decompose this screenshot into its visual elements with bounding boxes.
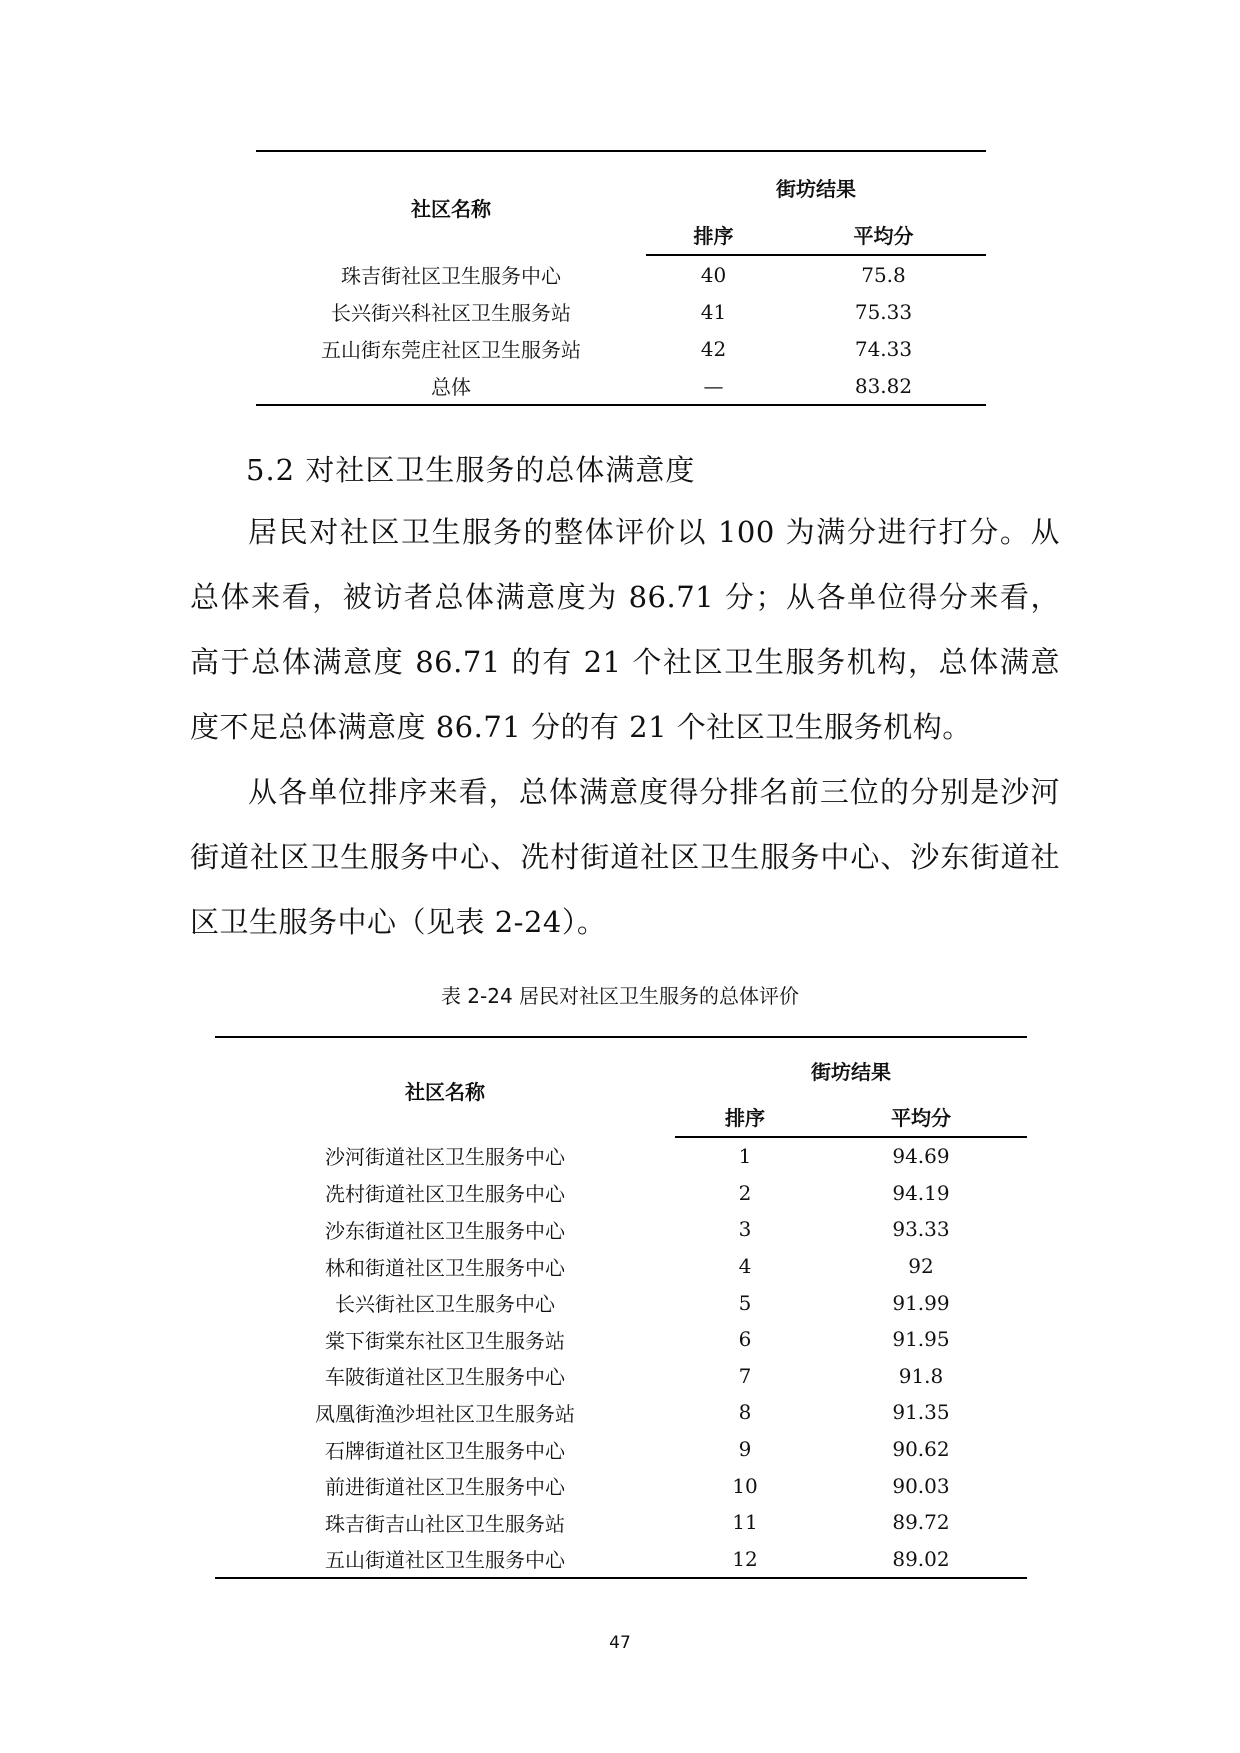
cell-average-score: 83.82 — [781, 367, 986, 405]
header-average: 平均分 — [815, 1096, 1027, 1137]
cell-rank: — — [646, 367, 781, 405]
paragraph-1: 居民对社区卫生服务的整体评价以 100 为满分进行打分。从总体来看，被访者总体满意度为 86.71 分；从各单位得分来看，高于总体满意度 86.71 的有 21 个社区卫生服务机构，总体满意度不足总体满意度 86.71 分的有 21 个社区卫生服务机构。 — [190, 515, 1060, 744]
cell-rank: 1 — [738, 1144, 752, 1169]
cell-community-name: 五山街道社区卫生服务中心 — [215, 1541, 675, 1579]
cell-community-name: 林和街道社区卫生服务中心 — [325, 1255, 565, 1280]
cell-community-name: 棠下街棠东社区卫生服务站 — [325, 1328, 565, 1353]
cell-community-name: 珠吉街社区卫生服务中心 — [341, 263, 561, 288]
table-caption: 表 2-24 居民对社区卫生服务的总体评价 — [440, 984, 800, 1008]
overall-evaluation-table — [215, 1036, 1027, 1579]
cell-community-name: 长兴街社区卫生服务中心 — [335, 1292, 555, 1317]
cell-community-name: 冼村街道社区卫生服务中心 — [325, 1182, 565, 1207]
cell-rank: 4 — [738, 1254, 752, 1279]
cell-community-name: 沙河街道社区卫生服务中心 — [325, 1145, 565, 1170]
table-row — [256, 367, 986, 405]
cell-average-score: 91.35 — [892, 1400, 950, 1425]
header-rank: 排序 — [675, 1096, 815, 1137]
cell-community-name: 车陂街道社区卫生服务中心 — [325, 1365, 565, 1390]
table-row — [215, 1504, 1027, 1541]
header-community-name: 社区名称 — [215, 1037, 675, 1137]
header-community-name: 社区名称 — [256, 151, 646, 255]
table-row — [215, 1321, 1027, 1358]
table-row — [256, 255, 986, 293]
cell-rank: 3 — [738, 1217, 752, 1242]
table-row — [215, 1211, 1027, 1248]
cell-rank: 42 — [700, 336, 727, 361]
section-heading: 5.2 对社区卫生服务的总体满意度 — [246, 453, 696, 487]
cell-community-name: 总体 — [256, 367, 646, 405]
cell-average-score: 90.03 — [892, 1473, 950, 1498]
header-average: 平均分 — [781, 214, 986, 255]
cell-community-name: 珠吉街吉山社区卫生服务站 — [325, 1511, 565, 1536]
cell-rank: 9 — [738, 1437, 752, 1462]
cell-average-score: 90.62 — [892, 1437, 950, 1462]
cell-rank: 5 — [738, 1290, 752, 1315]
table-row — [215, 1431, 1027, 1468]
cell-rank: 7 — [738, 1363, 752, 1388]
header-rank: 排序 — [646, 214, 781, 255]
cell-rank: 12 — [675, 1541, 815, 1579]
cell-community-name: 石牌街道社区卫生服务中心 — [325, 1438, 565, 1463]
table-row — [256, 330, 986, 367]
cell-community-name: 前进街道社区卫生服务中心 — [325, 1475, 565, 1500]
header-group-result: 街坊结果 — [675, 1037, 1027, 1096]
cell-average-score: 93.33 — [892, 1217, 950, 1242]
cell-average-score: 91.99 — [892, 1290, 950, 1315]
paragraph-2: 从各单位排序来看，总体满意度得分排名前三位的分别是沙河街道社区卫生服务中心、冼村街道社区卫生服务中心、沙东街道社区卫生服务中心（见表 2-24）。 — [190, 775, 1060, 939]
table-row — [215, 1541, 1027, 1579]
cell-community-name: 沙东街道社区卫生服务中心 — [325, 1218, 565, 1243]
cell-rank: 11 — [732, 1510, 758, 1535]
table-row — [215, 1284, 1027, 1321]
ranking-table-continued — [256, 150, 986, 406]
cell-rank: 10 — [732, 1473, 758, 1498]
cell-average-score: 94.69 — [892, 1144, 950, 1169]
cell-community-name: 凤凰街渔沙坦社区卫生服务站 — [315, 1401, 575, 1426]
cell-rank: 2 — [738, 1180, 752, 1205]
cell-average-score: 91.95 — [892, 1327, 950, 1352]
cell-average-score: 94.19 — [892, 1180, 950, 1205]
table-row — [215, 1394, 1027, 1431]
cell-average-score: 75.8 — [861, 262, 906, 287]
table-row — [215, 1137, 1027, 1175]
cell-average-score: 91.8 — [898, 1363, 944, 1388]
cell-rank: 40 — [700, 262, 727, 287]
table-body — [215, 1137, 1027, 1578]
cell-average-score: 75.33 — [854, 299, 913, 324]
table-row — [256, 293, 986, 330]
cell-rank: 6 — [738, 1327, 752, 1352]
cell-community-name: 五山街东莞庄社区卫生服务站 — [321, 338, 581, 362]
cell-community-name: 长兴街兴科社区卫生服务站 — [331, 301, 571, 325]
cell-average-score: 89.72 — [892, 1510, 950, 1535]
cell-average-score: 89.02 — [815, 1541, 1027, 1579]
table-row — [215, 1248, 1027, 1285]
cell-rank: 41 — [700, 299, 727, 324]
table-row — [215, 1467, 1027, 1504]
page-number: 47 — [609, 1633, 631, 1653]
table-row — [215, 1175, 1027, 1212]
cell-rank: 8 — [738, 1400, 752, 1425]
table-row — [215, 1358, 1027, 1395]
cell-average-score: 74.33 — [854, 336, 913, 361]
header-group-result: 街坊结果 — [646, 151, 986, 214]
table-body — [256, 255, 986, 405]
cell-average-score: 92 — [908, 1254, 934, 1279]
